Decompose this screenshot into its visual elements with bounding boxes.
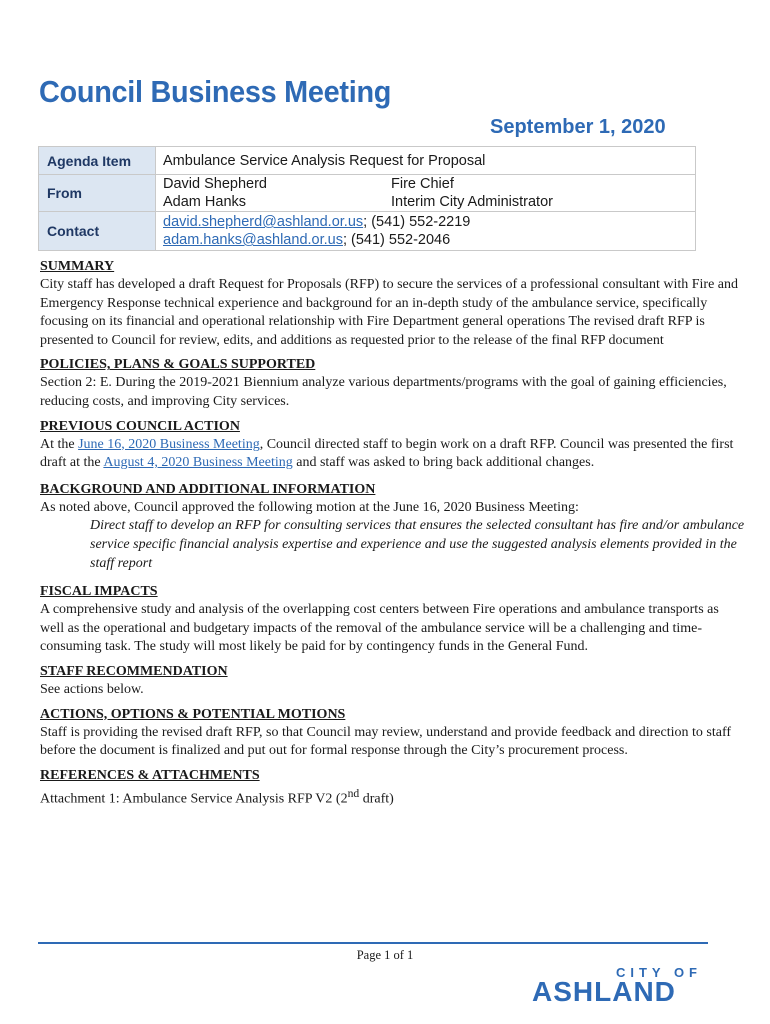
section-heading: FISCAL IMPACTS: [40, 584, 158, 600]
agenda-item-row: [39, 147, 696, 175]
logo-city-of-text: CITY OF: [615, 965, 702, 980]
logo-ashland-text: ASHLAND: [532, 976, 676, 1007]
contact-line: [163, 213, 695, 231]
contact-value: [156, 212, 696, 251]
from-person: [163, 175, 695, 193]
section-text: A comprehensive study and analysis of the overlapping cost centers between Fire operations and ambulance transports as well as the operational and budgetary impacts of the removal of the ambulance service will be a challenging and time-consuming task. The study will most likely be paid for by contingency funds in the General Fund.: [40, 602, 719, 655]
from-name: Adam Hanks: [163, 194, 247, 210]
actions-section: [40, 706, 746, 761]
policies-section: [40, 356, 746, 411]
section-heading: ACTIONS, OPTIONS & POTENTIAL MOTIONS: [40, 706, 346, 722]
section-text: As noted above, Council approved the following motion at the June 16, 2020 Business Meeting:: [40, 499, 579, 515]
text-fragment: Attachment 1: Ambulance Service Analysis RFP V2 (2: [40, 791, 348, 807]
contact-line: [163, 231, 695, 249]
from-row: [39, 175, 696, 212]
agenda-item-label: Agenda Item: [39, 147, 156, 175]
from-value: [156, 175, 696, 212]
section-heading: STAFF RECOMMENDATION: [40, 663, 228, 679]
footer-divider: [38, 942, 708, 944]
from-label: From: [39, 175, 156, 212]
section-text: [40, 785, 746, 809]
august-meeting-link[interactable]: August 4, 2020 Business Meeting: [103, 455, 293, 471]
text-fragment: , Council directed staff to begin work on a draft RFP. Council was presented the first draft at the: [40, 436, 734, 471]
page-title: Council Business Meeting: [39, 74, 392, 109]
text-fragment: draft): [359, 791, 394, 807]
from-title: Interim City Administrator: [391, 194, 553, 210]
contact-label: Contact: [39, 212, 156, 251]
from-person: [163, 193, 695, 211]
background-section: [40, 481, 746, 573]
section-heading: BACKGROUND AND ADDITIONAL INFORMATION: [40, 481, 376, 497]
section-heading: REFERENCES & ATTACHMENTS: [40, 767, 260, 783]
references-section: [40, 767, 746, 809]
section-heading: POLICIES, PLANS & GOALS SUPPORTED: [40, 357, 316, 373]
text-fragment: At the: [40, 436, 79, 452]
phone-number: ; (541) 552-2219: [363, 214, 471, 230]
fiscal-section: [40, 583, 746, 657]
section-text: Section 2: E. During the 2019-2021 Biennium analyze various departments/programs with the goal of gaining efficiencies, reducing costs, and improving City services.: [40, 375, 727, 409]
agenda-item-value: Ambulance Service Analysis Request for Proposal: [156, 147, 696, 175]
contact-row: [39, 212, 696, 251]
section-text: [40, 436, 746, 473]
phone-number: ; (541) 552-2046: [342, 232, 451, 248]
page-number: Page 1 of 1: [356, 948, 414, 962]
agenda-info-table: [38, 146, 696, 251]
previous-action-section: [40, 418, 746, 473]
section-heading: SUMMARY: [40, 259, 115, 274]
june-meeting-link[interactable]: June 16, 2020 Business Meeting: [78, 436, 260, 452]
email-link[interactable]: adam.hanks@ashland.or.us: [163, 232, 343, 248]
from-title: Fire Chief: [391, 176, 454, 192]
motion-quote: Direct staff to develop an RFP for consulting services that ensures the selected consultant has fire and/or ambulance service specific financial analysis expertise and experience and use the suggested analysis elements provided in the staff report: [90, 518, 745, 571]
meeting-date: September 1, 2020: [490, 116, 666, 138]
email-link[interactable]: david.shepherd@ashland.or.us: [163, 214, 364, 230]
from-name: David Shepherd: [163, 176, 267, 192]
section-text: See actions below.: [40, 681, 144, 697]
section-text: City staff has developed a draft Request for Proposals (RFP) to secure the services of a professional consultant with Fire and Emergency Response technical experience and background for an in-depth study of the ambulance service, specifically focusing on its financial and operational relationship with Fire Department general operations The revised draft RFP is presented to Council for review, edits, and additions as requested prior to the release of the final RFP document: [40, 277, 739, 348]
text-fragment: and staff was asked to bring back additional changes.: [292, 455, 595, 471]
report-body: [40, 258, 746, 815]
staff-recommendation-section: [40, 663, 746, 700]
city-of-ashland-logo: [530, 962, 710, 1012]
section-heading: PREVIOUS COUNCIL ACTION: [40, 418, 240, 434]
summary-section: [40, 258, 746, 350]
section-text: Staff is providing the revised draft RFP, so that Council may review, understand and provide feedback and direction to staff before the document is finalized and put out for formal response through the City’s procurement process.: [40, 724, 732, 759]
superscript: nd: [347, 786, 360, 800]
